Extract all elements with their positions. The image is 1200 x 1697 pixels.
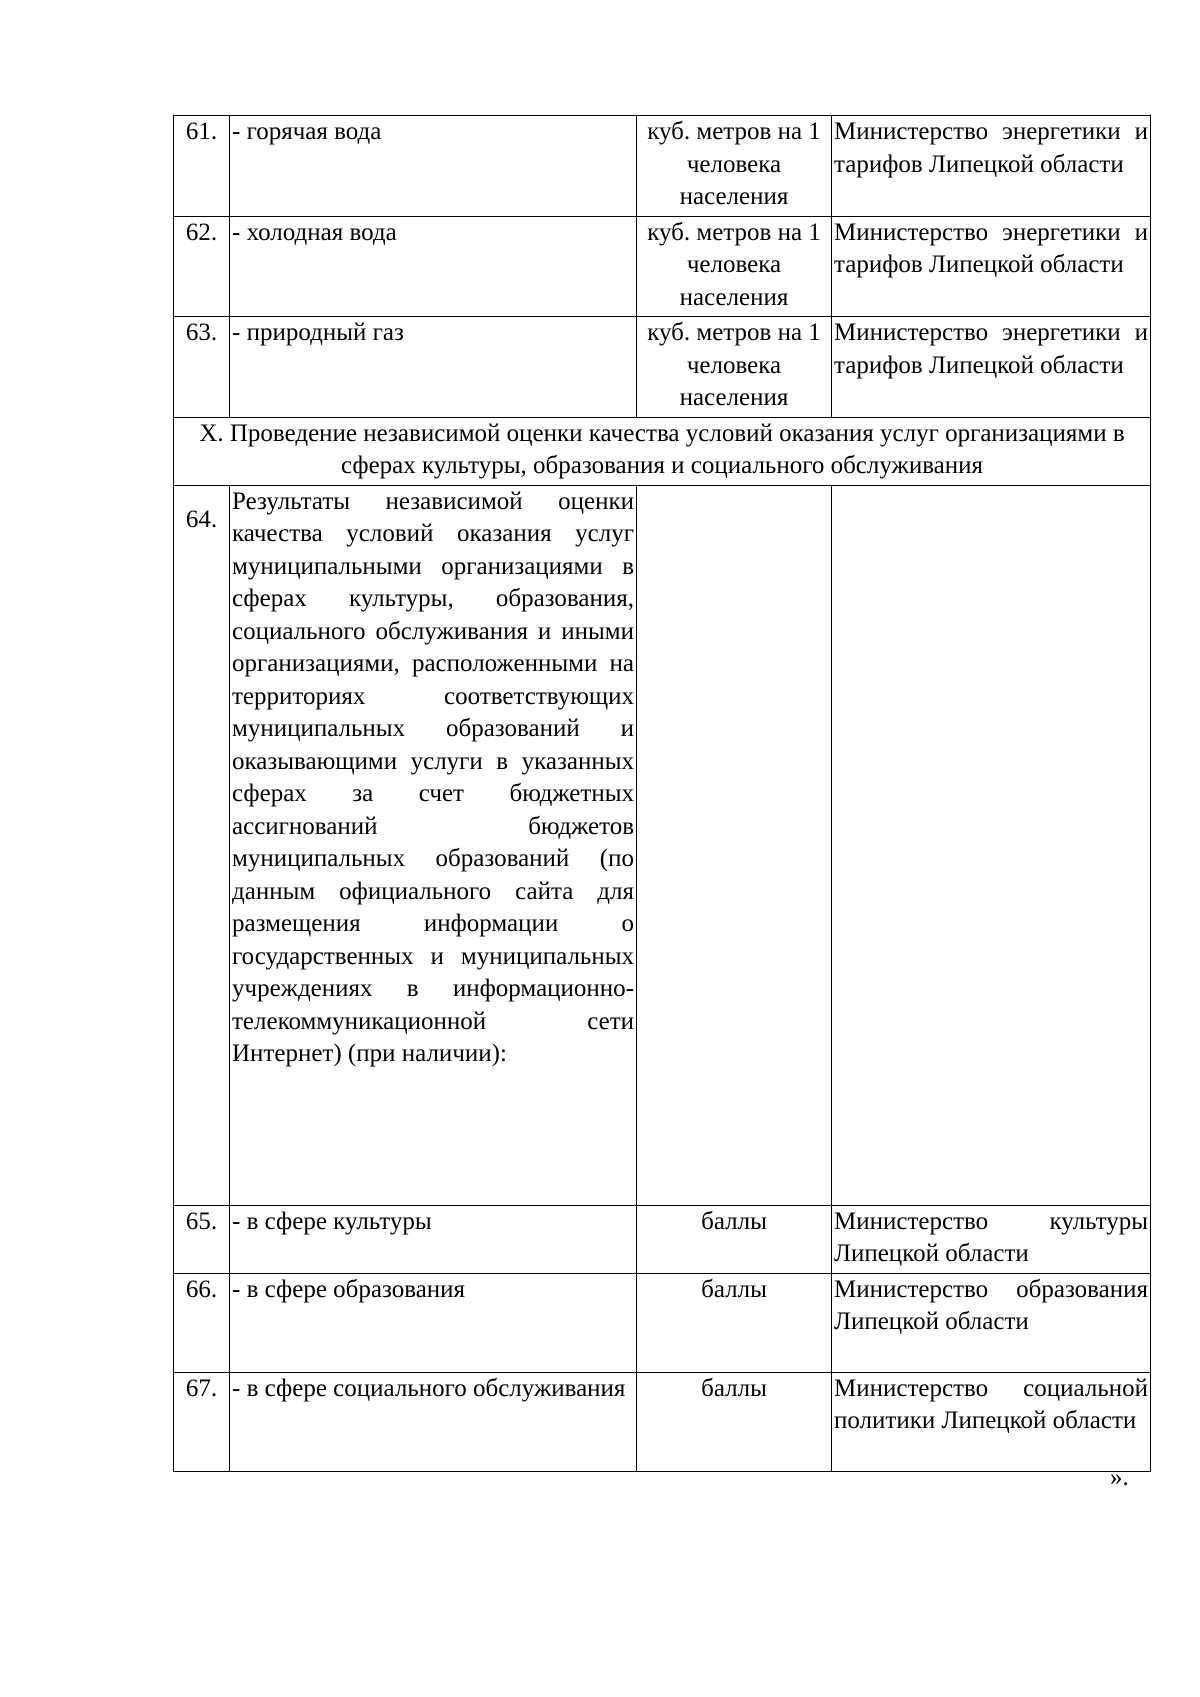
- table-row: [174, 485, 1151, 1205]
- row-number: 66.: [174, 1273, 230, 1372]
- indicator-name: - в сфере культуры: [230, 1205, 637, 1273]
- unit-of-measure: куб. метров на 1 человека населения: [637, 116, 832, 217]
- row-number: 64.: [174, 485, 230, 1205]
- row-number: 62.: [174, 216, 230, 317]
- indicator-name: - в сфере социального обслуживания: [230, 1372, 637, 1471]
- table-row: [174, 1372, 1151, 1471]
- responsible-body: Министерство образования Липецкой области: [832, 1273, 1151, 1372]
- table-row: [174, 1273, 1151, 1372]
- unit-of-measure: куб. метров на 1 человека населения: [637, 216, 832, 317]
- responsible-body: [832, 485, 1151, 1205]
- row-number: 67.: [174, 1372, 230, 1471]
- row-number: 65.: [174, 1205, 230, 1273]
- indicators-table: [173, 115, 1151, 1472]
- unit-of-measure: [637, 485, 832, 1205]
- indicator-name: - горячая вода: [230, 116, 637, 217]
- indicator-name: - природный газ: [230, 317, 637, 418]
- unit-of-measure: куб. метров на 1 человека населения: [637, 317, 832, 418]
- section-heading-row: [174, 417, 1151, 485]
- unit-of-measure: баллы: [637, 1372, 832, 1471]
- indicator-name: - холодная вода: [230, 216, 637, 317]
- table-row: [174, 116, 1151, 217]
- table-row: [174, 216, 1151, 317]
- section-heading: X. Проведение независимой оценки качества условий оказания услуг организациями в сферах культуры, образования и социального обслуживания: [174, 417, 1151, 485]
- responsible-body: Министерство культуры Липецкой области: [832, 1205, 1151, 1273]
- table-row: [174, 317, 1151, 418]
- indicator-name: - в сфере образования: [230, 1273, 637, 1372]
- table-row: [174, 1205, 1151, 1273]
- row-number: 61.: [174, 116, 230, 217]
- responsible-body: Министерство энергетики и тарифов Липецкой области: [832, 216, 1151, 317]
- unit-of-measure: баллы: [637, 1205, 832, 1273]
- responsible-body: Министерство энергетики и тарифов Липецкой области: [832, 116, 1151, 217]
- closing-quote-mark: ».: [1110, 1464, 1129, 1491]
- responsible-body: Министерство социальной политики Липецкой области: [832, 1372, 1151, 1471]
- unit-of-measure: баллы: [637, 1273, 832, 1372]
- indicator-name: Результаты независимой оценки качества условий оказания услуг муниципальными организациями в сферах культуры, образования, социального обслуживания и иными организациями, расположенными на территориях соответствующих муниципальных образований и оказывающими услуги в указанных сферах за счет бюджетных ассигнований бюджетов муниципальных образований (по данным официального сайта для размещения информации о государственных и муниципальных учреждениях в информационно-телекоммуникационной сети Интернет) (при наличии):: [230, 485, 637, 1205]
- responsible-body: Министерство энергетики и тарифов Липецкой области: [832, 317, 1151, 418]
- row-number: 63.: [174, 317, 230, 418]
